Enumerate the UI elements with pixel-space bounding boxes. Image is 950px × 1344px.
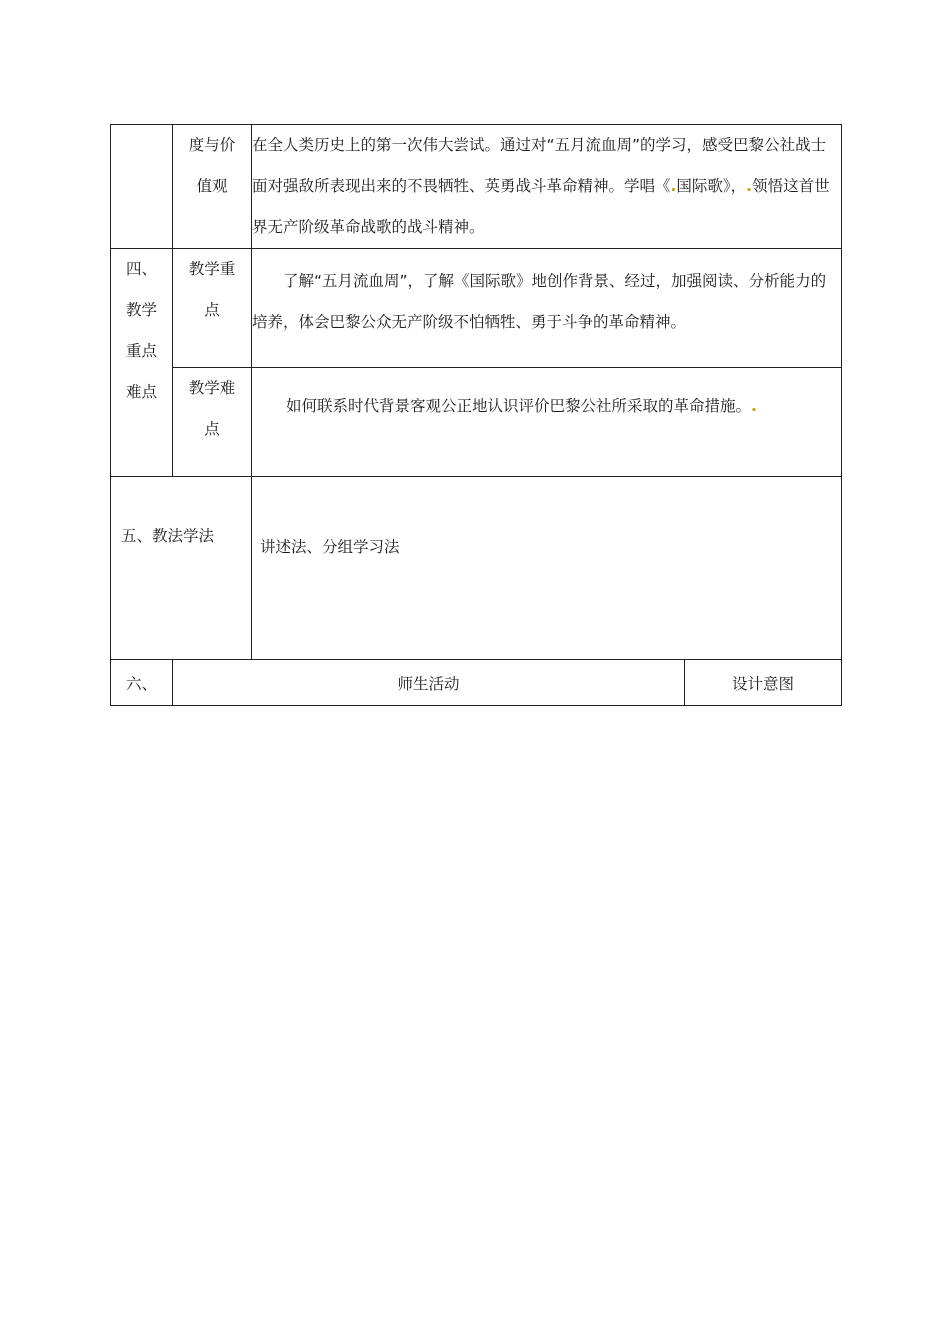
section-four-label — [111, 249, 173, 477]
attitude-values-text-part: 领悟这首世界无产阶级革命战歌的战斗精神。 — [252, 177, 830, 236]
lesson-plan-table — [110, 124, 842, 706]
section-four-label-line: 四、 — [125, 260, 157, 278]
section-three-continuation-cell — [111, 125, 173, 249]
section-six-label-text: 六、 — [125, 675, 157, 693]
difficult-point-label-line: 教学难 — [188, 379, 236, 397]
insertion-marker: . — [670, 177, 677, 195]
design-intent-header-text: 设计意图 — [732, 675, 795, 693]
activity-header-text: 师生活动 — [397, 675, 460, 693]
attitude-values-label-line: 度与价 — [188, 136, 236, 154]
teaching-methods-label — [111, 477, 252, 660]
activity-header — [173, 660, 685, 706]
teaching-methods-row — [111, 477, 842, 660]
key-point-label-line: 点 — [204, 301, 220, 319]
section-six-label — [111, 660, 173, 706]
attitude-values-label — [173, 125, 252, 249]
section-four-label-line: 教学 — [125, 301, 157, 319]
attitude-values-label-line: 值观 — [196, 177, 228, 195]
difficult-point-row — [111, 368, 842, 477]
attitude-values-text-part: 国际歌》， — [676, 177, 747, 195]
section-four-label-line: 重点 — [125, 342, 157, 360]
key-point-row — [111, 249, 842, 368]
difficult-point-text-cell — [252, 368, 842, 477]
difficult-point-label — [173, 368, 252, 477]
teaching-methods-label-text: 五、教法学法 — [121, 527, 215, 545]
difficult-point-label-line: 点 — [204, 420, 220, 438]
teaching-methods-text: 讲述法、分组学习法 — [260, 538, 400, 556]
key-point-text: 了解“五月流血周”，了解《国际歌》地创作背景、经过，加强阅读、分析能力的培养，体会巴黎公众无产阶级不怕牺牲、勇于斗争的革命精神。 — [252, 249, 842, 368]
attitude-values-row — [111, 125, 842, 249]
key-point-label-line: 教学重 — [188, 260, 236, 278]
teaching-process-header-row — [111, 660, 842, 706]
attitude-values-text — [252, 125, 842, 249]
teaching-methods-text-cell — [252, 477, 842, 660]
difficult-point-text: 如何联系时代背景客观公正地认识评价巴黎公社所采取的革命措施。 — [286, 397, 752, 415]
section-four-label-line: 难点 — [125, 383, 157, 401]
design-intent-header — [685, 660, 842, 706]
attitude-values-text-part: 在全人类历史上的第一次伟大尝试。通过对“五月流血周”的学习，感受巴黎公社战士面对强敌所表现出来的不畏牺牲、英勇战斗革命精神。学唱《 — [252, 136, 827, 195]
insertion-marker: . — [746, 177, 753, 195]
insertion-marker: . — [751, 397, 757, 415]
key-point-label — [173, 249, 252, 368]
